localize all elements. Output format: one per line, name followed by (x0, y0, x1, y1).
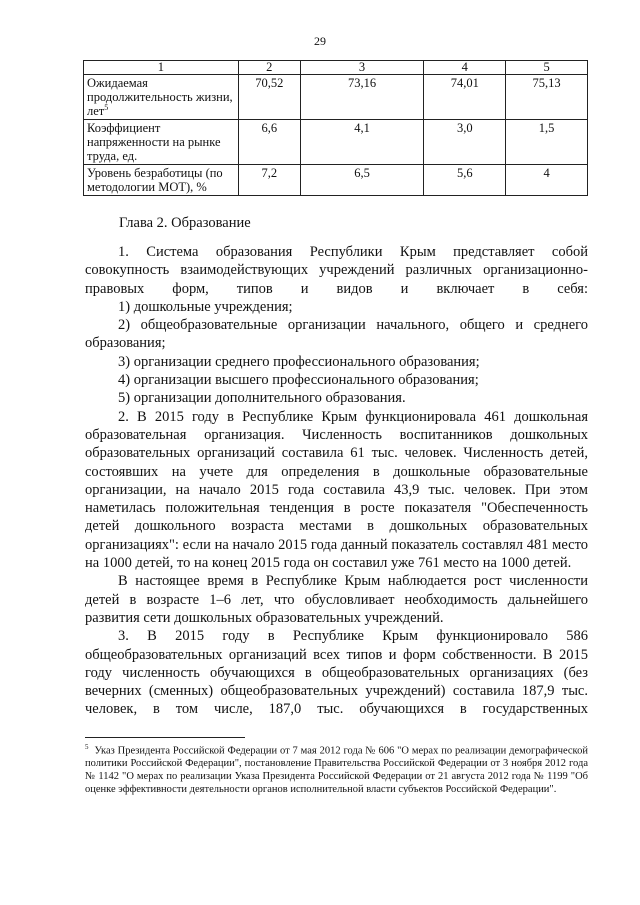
table-header-cell: 2 (238, 61, 300, 75)
table-header-cell: 5 (506, 61, 588, 75)
table-header-cell: 4 (424, 61, 506, 75)
table-cell: 6,6 (238, 120, 300, 165)
table-cell: 7,2 (238, 165, 300, 196)
table-header-row (84, 61, 588, 75)
row-label: Коэффициент напряженности на рынке труда, ед. (84, 120, 239, 165)
chapter-title: Глава 2. Образование (119, 215, 251, 231)
table-row (84, 165, 588, 196)
list-item: 5) организации дополнительного образования. (118, 390, 406, 407)
table-row (84, 75, 588, 120)
table-cell: 74,01 (424, 75, 506, 120)
body-text (85, 243, 588, 719)
table-cell: 4 (506, 165, 588, 196)
table-cell: 3,0 (424, 120, 506, 165)
row-label: Ожидаемая продолжительность жизни, лет$^5$ (84, 75, 239, 120)
table-cell: 1,5 (506, 120, 588, 165)
table-cell: 73,16 (300, 75, 424, 120)
list-item: 4) организации высшего профессионального образования; (118, 372, 479, 389)
list-item: 2) общеобразовательные организации начального, общего и среднего образования; (85, 317, 588, 352)
list-item: 3) организации среднего профессионального образования; (118, 353, 480, 370)
indicators-table (83, 60, 588, 196)
table-cell: 70,52 (238, 75, 300, 120)
footnote-divider (85, 737, 245, 738)
list-item: 1) дошкольные учреждения; (118, 298, 293, 315)
footnote-text: Указ Президента Российской Федерации от 7 мая 2012 года № 606 "О мерах по реализации демографической политики Российской Федерации", постановление Правительства Российской Федерации от 3 ноября 2012 года № 1142 "О мерах по реализации Указа Президента Российской Федерации от 21 августа 2012 года № 1199 "Об оценке эффективности деятельности органов исполнительной власти субъектов Российской Федерации". (85, 745, 588, 795)
table-header-cell: 3 (300, 61, 424, 75)
paragraph-schools: 3. В 2015 году в Республике Крым функционировало 586 общеобразовательных организаций всех типов и форм собственности. В 2015 году численность обучающихся в общеобразовательных организациях (без вечерних (сменных) общеобразовательных учреждений) составила 187,9 тыс. человек, в том числе, 187,0 тыс. обучающихся в государственных (85, 628, 588, 718)
table-header-cell: 1 (84, 61, 239, 75)
footnote-mark: 5 (85, 743, 89, 751)
footnote-ref: 5 (104, 102, 109, 112)
table-cell: 4,1 (300, 120, 424, 165)
page-number: 29 (314, 34, 326, 48)
table-row (84, 120, 588, 165)
paragraph-system: 1. Система образования Республики Крым представляет собой совокупность взаимодействующих учреждений различных организационно-правовых форм, типов и видов и включает в себя: (85, 244, 588, 297)
row-label: Уровень безработицы (по методологии МОТ), % (84, 165, 239, 196)
table-cell: 6,5 (300, 165, 424, 196)
table-cell: 5,6 (424, 165, 506, 196)
paragraph-preschool: 2. В 2015 году в Республике Крым функционировала 461 дошкольная образовательная организация. Численность воспитанников дошкольных образовательных организаций составила 61 тыс. человек. Численность детей, состоявших на учете для определения в дошкольные образовательные организации, на начало 2015 года составила 43,9 тыс. человек. При этом наметилась положительная тенденция в росте показателя "Обеспеченность детей дошкольного возраста местами в дошкольных образовательных организациях": если на начало 2015 года данный показатель составлял 481 место на 1000 детей, то на конец 2015 года он составил уже 761 место на 1000 детей. (85, 408, 588, 572)
footnote (85, 741, 588, 797)
paragraph-growth: В настоящее время в Республике Крым наблюдается рост численности детей в возрасте 1–6 лет, что обусловливает необходимость дальнейшего развития сети дошкольных образовательных учреждений. (85, 573, 588, 626)
table-cell: 75,13 (506, 75, 588, 120)
